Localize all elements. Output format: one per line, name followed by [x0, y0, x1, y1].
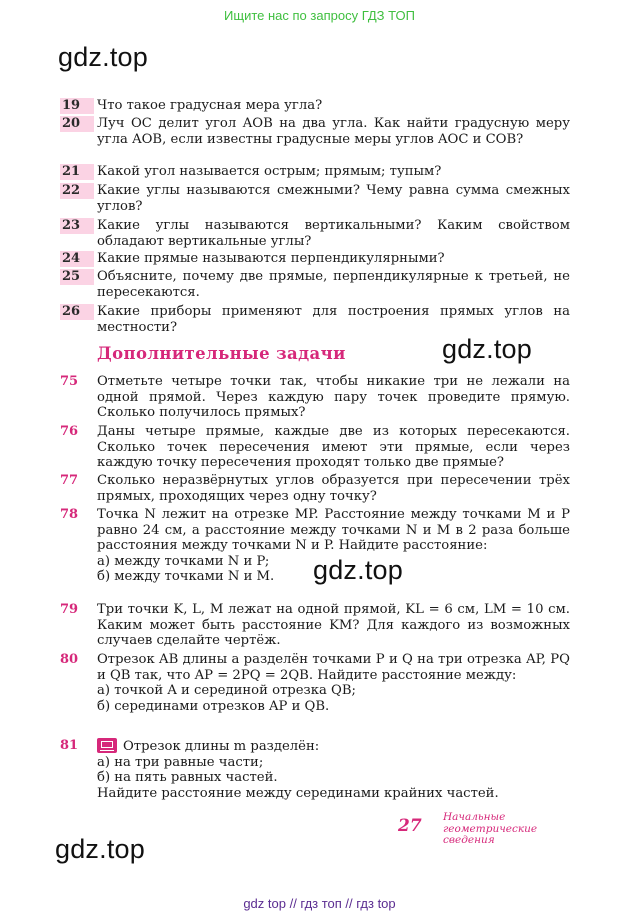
problem-subitem: Найдите расстояние между серединами крайних частей. — [97, 785, 499, 801]
watermark: gdz.top — [313, 555, 403, 585]
problem-item — [60, 507, 570, 585]
question-text: Какие углы называются смежными? Чему равна сумма смежных углов? — [97, 183, 570, 214]
question-number: 22 — [60, 183, 94, 199]
problem-item — [60, 424, 570, 471]
question-item — [60, 164, 570, 180]
question-item — [60, 116, 570, 147]
problem-text: Три точки K, L, M лежат на одной прямой, KL = 6 см, LM = 10 см. Каким может быть расстояние KM? Для каждого из возможных случаев сделайте чертёж. — [97, 602, 570, 648]
watermark: gdz.top — [55, 834, 145, 864]
question-item — [60, 98, 570, 114]
question-number: 23 — [60, 218, 94, 234]
problem-item — [60, 374, 570, 421]
problem-subitem: б) между точками N и M. — [97, 569, 275, 584]
problem-text: Точка N лежит на отрезке MP. Расстояние между точками M и P равно 24 см, а расстояние между точками N и M в 2 раза больше расстояния между точками N и P. Найдите расстояние: — [97, 507, 570, 553]
problem-text: Даны четыре прямые, каждые две из которых пересекаются. Сколько точек пересечения имеют эти прямые, если через каждую точку пересечения проходят только две прямые? — [97, 424, 570, 470]
question-text: Что такое градусная мера угла? — [97, 98, 323, 113]
problem-item — [60, 602, 570, 649]
question-number: 20 — [60, 116, 94, 132]
question-text: Какой угол называется острым; прямым; тупым? — [97, 164, 442, 179]
problem-number: 78 — [60, 507, 79, 522]
problem-number: 75 — [60, 374, 79, 389]
problem-text: Отметьте четыре точки так, чтобы никакие три не лежали на одной прямой. Через каждую пару точек проведите прямую. Сколько получилось прямых? — [97, 374, 570, 420]
problem-text-row — [97, 738, 570, 755]
problem-item — [60, 473, 570, 504]
problem-text: Отрезок длины m разделён: — [123, 739, 320, 754]
problem-number: 81 — [60, 738, 79, 753]
footer-links[interactable]: gdz top // гдз топ // гдз top — [243, 896, 396, 911]
question-number: 19 — [60, 98, 94, 114]
problem-subitem: б) серединами отрезков AP и QB. — [97, 698, 330, 714]
question-text: Луч OC делит угол AOB на два угла. Как найти градусную меру угла AOB, если известны градусные меры углов AOC и COB? — [97, 116, 570, 147]
question-number: 25 — [60, 269, 94, 285]
question-item — [60, 251, 570, 267]
question-item — [60, 218, 570, 249]
problem-number: 80 — [60, 652, 79, 667]
problem-text: Сколько неразвёрнутых углов образуется при пересечении трёх прямых, проходящих через одну точку? — [97, 473, 570, 504]
laptop-icon — [97, 738, 117, 753]
problem-subitem: а) между точками N и P; — [97, 553, 270, 569]
problem-item — [60, 652, 570, 714]
question-text: Какие прямые называются перпендикулярными? — [97, 251, 445, 266]
question-text: Какие углы называются вертикальными? Каким свойством обладают вертикальные углы? — [97, 218, 570, 249]
question-text: Какие приборы применяют для построения прямых углов на местности? — [97, 304, 570, 335]
top-banner[interactable]: Ищите нас по запросу ГДЗ ТОП — [224, 8, 415, 23]
question-number: 26 — [60, 304, 94, 320]
question-item — [60, 304, 570, 335]
question-number: 21 — [60, 164, 94, 180]
question-text: Объясните, почему две прямые, перпендикулярные к третьей, не пересекаются. — [97, 269, 570, 300]
problem-subitem: а) на три равные части; — [97, 754, 264, 770]
problem-number: 77 — [60, 473, 79, 488]
question-item — [60, 183, 570, 214]
problem-text: Отрезок AB длины a разделён точками P и Q на три отрезка AP, PQ и QB так, что AP = 2PQ = 2QB. Найдите расстояние между: — [97, 652, 570, 683]
question-number: 24 — [60, 251, 94, 267]
problem-number: 76 — [60, 424, 79, 439]
watermark: gdz.top — [58, 42, 148, 72]
watermark: gdz.top — [442, 334, 532, 364]
problem-number: 79 — [60, 602, 79, 617]
question-item — [60, 269, 570, 300]
page-number: 27 — [398, 816, 422, 836]
section-title: Дополнительные задачи — [97, 344, 346, 363]
problem-subitem: а) точкой A и серединой отрезка QB; — [97, 683, 356, 698]
page-section-title: Начальные геометрические сведения — [443, 811, 538, 846]
problem-item — [60, 738, 570, 801]
problem-subitem: б) на пять равных частей. — [97, 770, 278, 785]
